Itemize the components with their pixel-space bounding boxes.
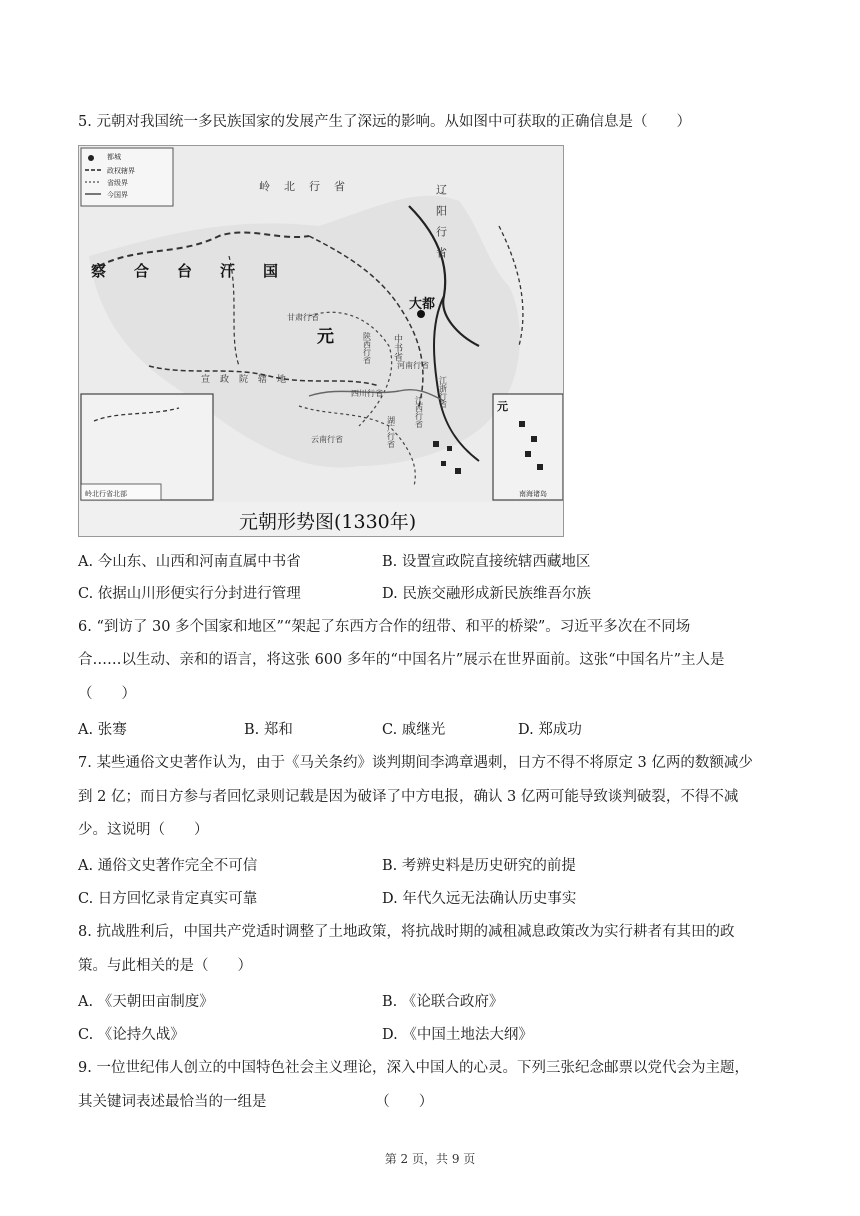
yuan-map-figure (78, 145, 564, 537)
q5-option-d: D. 民族交融形成新民族维吾尔族 (382, 586, 591, 602)
label-huguang: 湖广行省 (386, 416, 396, 448)
q8-line-1: 8. 抗战胜利后，中国共产党适时调整了土地政策，将抗战时期的减租减息政策改为实行耕者有其田的政 (78, 924, 735, 940)
label-liaoyang: 辽阳行省 (434, 184, 448, 268)
q8-line-2: 策。与此相关的是（ ） (78, 958, 252, 974)
map-caption: 元朝形势图(1330年) (239, 511, 417, 533)
legend-label-capital: 都城 (107, 153, 121, 161)
label-inset-yuan: 元 (497, 400, 508, 413)
label-jiangzhe: 江浙行省 (438, 376, 448, 408)
label-xuanzheng: 宣政院辖地 (201, 375, 297, 385)
q9-line-2: 其关键词表述最恰当的一组是 （ ） (78, 1094, 434, 1110)
q7-line-3: 少。这说明（ ） (78, 822, 209, 838)
q6-line-1: 6. “到访了 30 多个国家和地区”“架起了东西方合作的纽带、和平的桥梁”。习近平多次在不同场 (78, 619, 691, 635)
q7-line-2: 到 2 亿；而日方参与者回忆录则记载是因为破译了中方电报，确认 3 亿两可能导致谈判破裂，不得不减 (78, 789, 739, 805)
label-shaanxi: 陕西行省 (362, 332, 372, 364)
q9-line-1: 9. 一位世纪伟人创立的中国特色社会主义理论，深入中国人的心灵。下列三张纪念邮票以党代会为主题， (78, 1060, 749, 1076)
label-yuan: 元 (317, 327, 334, 347)
label-inset-right: 南海诸岛 (519, 490, 547, 498)
label-dadu: 大都 (409, 297, 436, 312)
legend-label-province: 省级界 (107, 179, 128, 187)
q5-option-b: B. 设置宣政院直接统辖西藏地区 (382, 554, 591, 570)
q8-option-a: A. 《天朝田亩制度》 (78, 994, 214, 1010)
q6-option-d: D. 郑成功 (518, 722, 582, 738)
q7-option-d: D. 年代久远无法确认历史事实 (382, 891, 577, 907)
q5-stem: 5. 元朝对我国统一多民族国家的发展产生了深远的影响。从如图中可获取的正确信息是（ ） (78, 114, 691, 130)
label-inset-left: 岭北行省北部 (85, 490, 127, 498)
q6-line-3: （ ） (78, 686, 136, 702)
q7-option-a: A. 通俗文史著作完全不可信 (78, 858, 258, 874)
q7-line-1: 7. 某些通俗文史著作认为，由于《马关条约》谈判期间李鸿章遇刺，日方不得不将原定 3 亿两的数额减少 (78, 755, 753, 771)
legend-label-modern: 今国界 (107, 191, 128, 199)
label-yunnan: 云南行省 (311, 435, 343, 444)
label-jiangxi: 江西行省 (414, 396, 424, 428)
q6-option-a: A. 张骞 (78, 722, 127, 738)
q6-line-2: 合……以生动、亲和的语言，将这张 600 多年的“中国名片”展示在世界面前。这张“中国名片”主人是 (78, 652, 725, 668)
q8-option-b: B. 《论联合政府》 (382, 994, 504, 1010)
q6-option-c: C. 戚继光 (382, 722, 446, 738)
q7-option-c: C. 日方回忆录肯定真实可靠 (78, 891, 258, 907)
label-lingbei: 岭北行省 (259, 180, 359, 193)
q6-option-b: B. 郑和 (244, 722, 293, 738)
q8-option-d: D. 《中国土地法大纲》 (382, 1027, 533, 1043)
q7-option-b: B. 考辨史料是历史研究的前提 (382, 858, 576, 874)
q5-option-a: A. 今山东、山西和河南直属中书省 (78, 554, 301, 570)
label-sichuan: 四川行省 (351, 389, 383, 398)
page-footer: 第 2 页，共 9 页 (384, 1152, 476, 1166)
label-chagatai: 察合台汗国 (91, 262, 307, 280)
label-henan: 河南行省 (397, 361, 429, 370)
label-zhongshu: 中书省 (392, 334, 402, 361)
label-gansu: 甘肃行省 (287, 313, 319, 322)
map-drawing (79, 146, 564, 537)
q8-option-c: C. 《论持久战》 (78, 1027, 185, 1043)
legend-label-political: 政权辖界 (107, 167, 135, 175)
q5-option-c: C. 依据山川形便实行分封进行管理 (78, 586, 301, 602)
